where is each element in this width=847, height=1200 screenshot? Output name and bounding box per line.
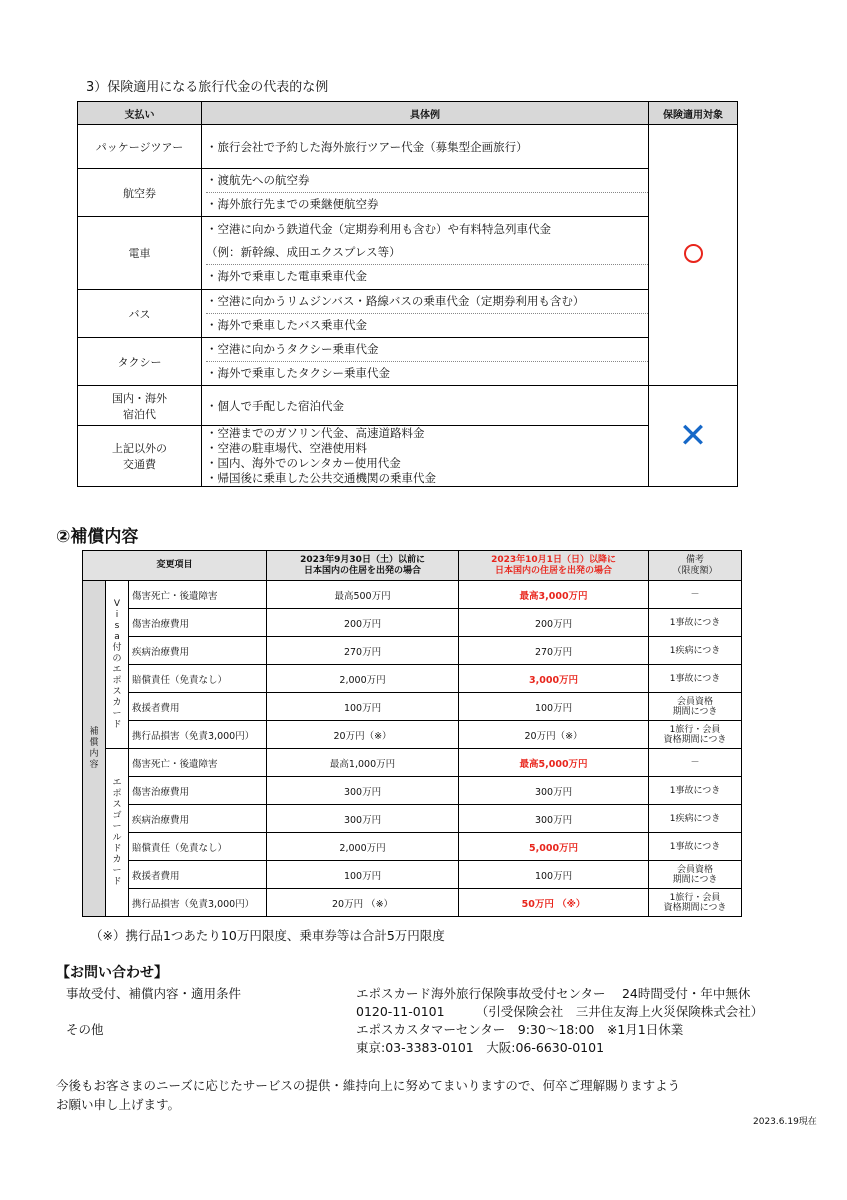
value-before: 20万円 （※） — [267, 889, 459, 917]
table-row — [78, 217, 738, 290]
item-name: 救援者費用 — [129, 861, 267, 889]
contact-label-accident: 事故受付、補償内容・適用条件 — [66, 986, 242, 1001]
payment-type: 航空券 — [78, 169, 202, 217]
table-header-row — [78, 102, 738, 125]
value-after: 270万円 — [459, 637, 649, 665]
payment-type: 国内・海外 宿泊代 — [78, 386, 202, 426]
item-name: 傷害死亡・後遺障害 — [129, 749, 267, 777]
compensation-table — [82, 550, 742, 917]
contact-label-other: その他 — [66, 1022, 104, 1037]
limit-note: － — [649, 581, 742, 609]
value-after: 100万円 — [459, 693, 649, 721]
limit-note: 1事故につき — [649, 777, 742, 805]
table-header-row — [83, 551, 742, 581]
example-item: ・海外旅行先までの乗継便航空券 — [206, 192, 648, 216]
covered-mark — [649, 125, 738, 386]
section3-title: 3）保険適用になる旅行代金の代表的な例 — [86, 80, 329, 95]
limit-note: 1事故につき — [649, 609, 742, 637]
item-name: 傷害治療費用 — [129, 777, 267, 805]
item-name: 傷害治療費用 — [129, 609, 267, 637]
value-after: 100万円 — [459, 861, 649, 889]
example-list — [202, 386, 649, 426]
table-row — [83, 637, 742, 665]
example-item: ・海外で乗車した電車乗車代金 — [206, 264, 648, 288]
value-before: 2,000万円 — [267, 833, 459, 861]
table-row — [78, 426, 738, 487]
example-item: ・空港の駐車場代、空港使用料 — [206, 441, 367, 455]
example-item: ・国内、海外でのレンタカー使用代金 — [206, 456, 401, 470]
circle-icon — [684, 244, 703, 263]
value-before: 100万円 — [267, 861, 459, 889]
table-row — [83, 833, 742, 861]
contact-accident-phone: 0120-11-0101 （引受保険会社 三井住友海上火災保険株式会社） — [356, 1004, 764, 1019]
not-covered-mark — [649, 386, 738, 487]
value-before: 200万円 — [267, 609, 459, 637]
table-row — [78, 290, 738, 338]
value-after: 50万円 （※） — [459, 889, 649, 917]
value-before: 最高1,000万円 — [267, 749, 459, 777]
value-after: 300万円 — [459, 777, 649, 805]
as-of-date: 2023.6.19現在 — [753, 1117, 817, 1127]
value-before: 270万円 — [267, 637, 459, 665]
table-row — [83, 861, 742, 889]
header-after: 2023年10月1日（日）以降に 日本国内の住居を出発の場合 — [459, 551, 649, 581]
card-label-visa: V i s a 付 の エ ポ ス カ ー ド — [106, 581, 129, 749]
contact-heading: 【お問い合わせ】 — [56, 965, 168, 981]
example-item: ・空港までのガソリン代金、高速道路料金 — [206, 426, 425, 440]
item-name: 携行品損害（免責3,000円） — [129, 721, 267, 749]
example-item: （例：新幹線、成田エクスプレス等） — [206, 245, 401, 259]
limit-note: － — [649, 749, 742, 777]
example-list — [202, 125, 649, 169]
example-item: ・個人で手配した宿泊代金 — [206, 398, 344, 413]
payment-type: バス — [78, 290, 202, 338]
table-row — [83, 889, 742, 917]
table-row — [78, 125, 738, 169]
header-note: 備考 （限度額） — [649, 551, 742, 581]
limit-note: 会員資格 期間につき — [649, 693, 742, 721]
limit-note: 1事故につき — [649, 665, 742, 693]
item-name: 救援者費用 — [129, 693, 267, 721]
example-item: ・海外で乗車したバス乗車代金 — [206, 313, 648, 337]
header-coverage: 保険適用対象 — [649, 102, 738, 125]
payment-type: パッケージツアー — [78, 125, 202, 169]
example-item: ・空港に向かう鉄道代金（定期券利用も含む）や有料特急列車代金 — [206, 222, 551, 236]
value-after: 200万円 — [459, 609, 649, 637]
item-name: 賠償責任（免責なし） — [129, 665, 267, 693]
item-name: 賠償責任（免責なし） — [129, 833, 267, 861]
value-after: 3,000万円 — [459, 665, 649, 693]
example-item: ・渡航先への航空券 — [206, 173, 310, 187]
cross-icon: ✕ — [678, 416, 708, 456]
table-row — [83, 609, 742, 637]
value-after: 最高5,000万円 — [459, 749, 649, 777]
table-row — [78, 169, 738, 217]
value-before: 2,000万円 — [267, 665, 459, 693]
contact-customer-phones: 東京:03-3383-0101 大阪:06-6630-0101 — [356, 1040, 605, 1055]
value-after: 最高3,000万円 — [459, 581, 649, 609]
payment-type: 電車 — [78, 217, 202, 290]
contact-customer-center: エポスカスタマーセンター 9:30～18:00 ※1月1日休業 — [356, 1022, 684, 1037]
value-before: 最高500万円 — [267, 581, 459, 609]
example-list — [202, 290, 649, 338]
limit-note: 1旅行・会員 資格期間につき — [649, 721, 742, 749]
value-before: 100万円 — [267, 693, 459, 721]
example-list — [202, 338, 649, 386]
footnote: （※）携行品1つあたり10万円限度、乗車券等は合計5万円限度 — [90, 928, 445, 943]
header-item: 変更項目 — [83, 551, 267, 581]
header-before: 2023年9月30日（土）以前に 日本国内の住居を出発の場合 — [267, 551, 459, 581]
example-item: ・空港に向かうタクシー乗車代金 — [206, 342, 379, 356]
example-item: ・海外で乗車したタクシー乗車代金 — [206, 361, 648, 385]
value-before: 20万円（※） — [267, 721, 459, 749]
closing-message: 今後もお客さまのニーズに応じたサービスの提供・維持向上に努めてまいりますので、何卒ご理解賜りますよう お願い申し上げます。 — [56, 1078, 681, 1112]
limit-note: 1旅行・会員 資格期間につき — [649, 889, 742, 917]
table-row — [83, 777, 742, 805]
table-row — [83, 749, 742, 777]
value-after: 5,000万円 — [459, 833, 649, 861]
value-before: 300万円 — [267, 777, 459, 805]
item-name: 携行品損害（免責3,000円） — [129, 889, 267, 917]
table-row — [83, 665, 742, 693]
example-item: ・帰国後に乗車した公共交通機関の乗車代金 — [206, 471, 436, 485]
example-item: ・空港に向かうリムジンバス・路線バスの乗車代金（定期券利用も含む） — [206, 294, 585, 308]
item-name: 傷害死亡・後遺障害 — [129, 581, 267, 609]
limit-note: 会員資格 期間につき — [649, 861, 742, 889]
limit-note: 1事故につき — [649, 833, 742, 861]
contact-accident-center: エポスカード海外旅行保険事故受付センター 24時間受付・年中無休 — [356, 986, 751, 1001]
value-after: 20万円（※） — [459, 721, 649, 749]
card-label-gold: エ ポ ス ゴ ー ル ド カ ー ド — [106, 749, 129, 917]
item-name: 疾病治療費用 — [129, 637, 267, 665]
table-row — [83, 721, 742, 749]
payment-type: 上記以外の 交通費 — [78, 426, 202, 487]
header-payment: 支払い — [78, 102, 202, 125]
limit-note: 1疾病につき — [649, 805, 742, 833]
example-item: ・旅行会社で予約した海外旅行ツアー代金（募集型企画旅行） — [206, 139, 528, 154]
item-name: 疾病治療費用 — [129, 805, 267, 833]
example-list — [202, 169, 649, 217]
value-after: 300万円 — [459, 805, 649, 833]
value-before: 300万円 — [267, 805, 459, 833]
table-row — [83, 693, 742, 721]
table-row — [83, 805, 742, 833]
header-examples: 具体例 — [202, 102, 649, 125]
example-list — [202, 217, 649, 290]
payment-type: タクシー — [78, 338, 202, 386]
table-row — [78, 386, 738, 426]
table-row — [78, 338, 738, 386]
coverage-example-table — [77, 101, 738, 487]
table-row — [83, 581, 742, 609]
example-list — [202, 426, 649, 487]
limit-note: 1疾病につき — [649, 637, 742, 665]
section2-title: ②補償内容 — [56, 527, 139, 547]
group-label: 補 償 内 容 — [83, 581, 106, 917]
